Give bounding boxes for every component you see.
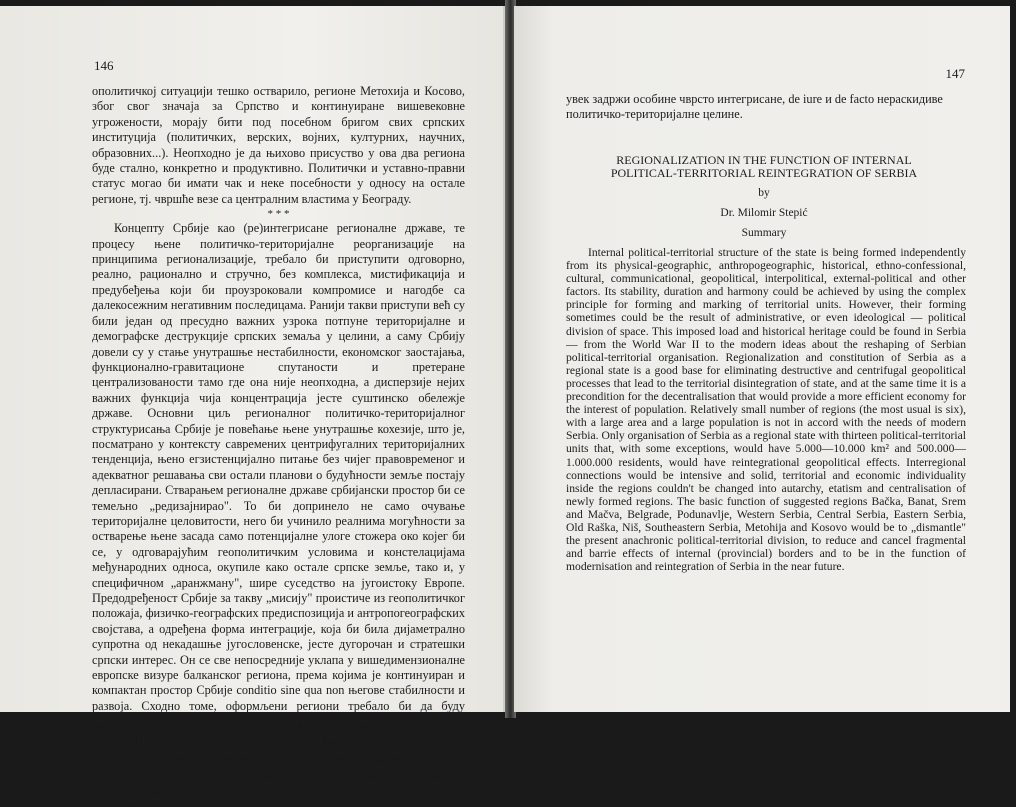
page-number-right: 147 xyxy=(945,66,965,81)
summary-heading: Summary xyxy=(741,227,787,239)
title-line-2: POLITICAL-TERRITORIAL REINTEGRATION OF SERBIA xyxy=(610,166,918,180)
right-page xyxy=(514,6,1010,712)
left-body xyxy=(92,84,465,807)
page-number-left: 146 xyxy=(94,58,114,73)
left-page xyxy=(0,6,507,806)
summary-title xyxy=(566,154,962,180)
paragraph-2: Концепту Србије као (ре)интегрисане регионалне државе, те процесу њене политичко-територијалне реорганизације на принципима регионализације, требало би приступити одговорно, реално, рационално и стручно, без комплекса, мистификација и предубеђења који би проузроковали компромисе и нагодбе са далекосежним негативним последицама. Ранији такви приступи већ су били један од пресудно важних узрока потпуне територијалне и демографске деструкције српских земаља у целини, а саму Србију довели су у стање унутрашње нестабилности, економског заостајања, функционално-гравитационе спутаности и претеране централизованости тамо где она није неопходна, а дисперзије нејих важних функција чија концентрација јесте суштинско обележје државе. Основни циљ регионалног политичко-територијалног структурисања Србије је повећање њене унутрашње кохезије, што је, посматрано у контексту савремених центрифугалних територијалних тенденција, њено егзистенцијално питање без чијег правовременог и адекватног решавања сви остали планови о будућности земље постају депласирани. Стварањем регионалне државе србијански простор би се темељно „редизајнирао". То би допринело не само очување територијалне целовитости, него би учинило реалнима могућности за остварење њене засада само потенцијалне улоге стожера око којег би се, у одговарајућим геополитичким условима и констелацијама међународних односа, окупиле како остале српске земље, тако и, у специфичном „аранжману", шире суседство на југоистоку Европе. Предодређеност Србије за такву „мисију" проистиче из геополитичког положаја, физичко-географских предиспозиција и антропогеографских својстава, а одређена форма интеграције, која би била дијаметрално супротна од некадашње југословенске, јесте дугорочан и стратешки српски интерес. Он се све непосредније уклапа у вишедимензионалне европске визуре балканског региона, према којима је континуиран и компактан простор Србије conditio sine qua non његове стабилности и развоја. Сходно томе, оформљени региони требало би да буду релативно многобројни и да имају такве просторне одлике, границе, административна средишта, мрежу саобраћајница, уставно-правни статус и економско-финансијска овлашћења који не би били стационаран, него променљив и прилагодљив систем, али без могућности да „метастазира" у генератора нових подела, антагонизама и распада, него да xyxy=(92,221,465,806)
byline: by xyxy=(758,187,770,199)
author-name: Dr. Milomir Stepić xyxy=(720,207,808,219)
summary-text: Internal political-territorial structure of the state is being formed independently from its physical-geographic, anthropogeographic, historical, ethno-confessional, cultural, communicational, geopolitical, interpolitical, external-political and other factors. Its stability, duration and harmony could be achieved by using the complex principle for forming and marking of territorial units. However, their forming sometimes could be the result of administrative, or even ideological — political division of space. This imposed load and historical heritage could be found in Serbia — from the World War II to the modern ideas about the reshaping of Serbian political-territorial organisation. Regionalization and constitution of Serbia as a regional state is a good base for eliminating destructive and centrifugal geopolitical processes that lead to the territorial disintegration of state, and at the same time it is a precondition for the decentralisation that would provide a more efficient economy for the interest of population. Relatively small number of regions (the most usual is six), with a large area and a large population is not in accord with the needs of modern Serbia. Only organisation of Serbia as a regional state with thirteen political-territorial units that, with some exceptions, would have 5.000—10.000 km² and 500.000—1.000.000 residents, would have reintegrational geopolitical effects. Interregional connections would be intensive and solid, territorial and economic individuality inside the regions couldn't be changed into autarchy, etatism and centralisation of newly formed regions. The basic function of suggested regions Bačka, Banat, Srem and Mačva, Belgrade, Podunavlje, Western Serbia, Central Serbia, Eastern Serbia, Old Raška, Niš, Southeastern Serbia, Metohija and Kosovo would be to „dismantle" the present anachronic political-territorial division, to reduce and cancel fragmental and barrie effects of internal (provincial) borders and to be in the function of modernisation and reintegration of Serbia in the near future. xyxy=(566,246,966,574)
title-line-1: REGIONALIZATION IN THE FUNCTION OF INTERNAL xyxy=(616,153,912,167)
section-separator: * * * xyxy=(267,208,290,221)
paragraph-1: ополитичкој ситуацији тешко остварило, регионе Метохија и Косово, због свог значаја за Српство и континуиране вишевековне угрожености, морају бити под посебном бригом свих српских институција (политичких, верских, војних, културних, научних, образовних...). Неопходно је да њихово присуство у ова два региона буде стално, конкретно и продуктивно. Политички и уставно-правни статус могао би имати чак и неке посебности у односу на остале регионе, тј. чвршће везе са централним властима у Београду. xyxy=(92,84,465,206)
continuation-text: увек задржи особине чврсто интегрисане, de iure и de facto нераскидиве политичко-територијалне целине. xyxy=(566,92,943,122)
